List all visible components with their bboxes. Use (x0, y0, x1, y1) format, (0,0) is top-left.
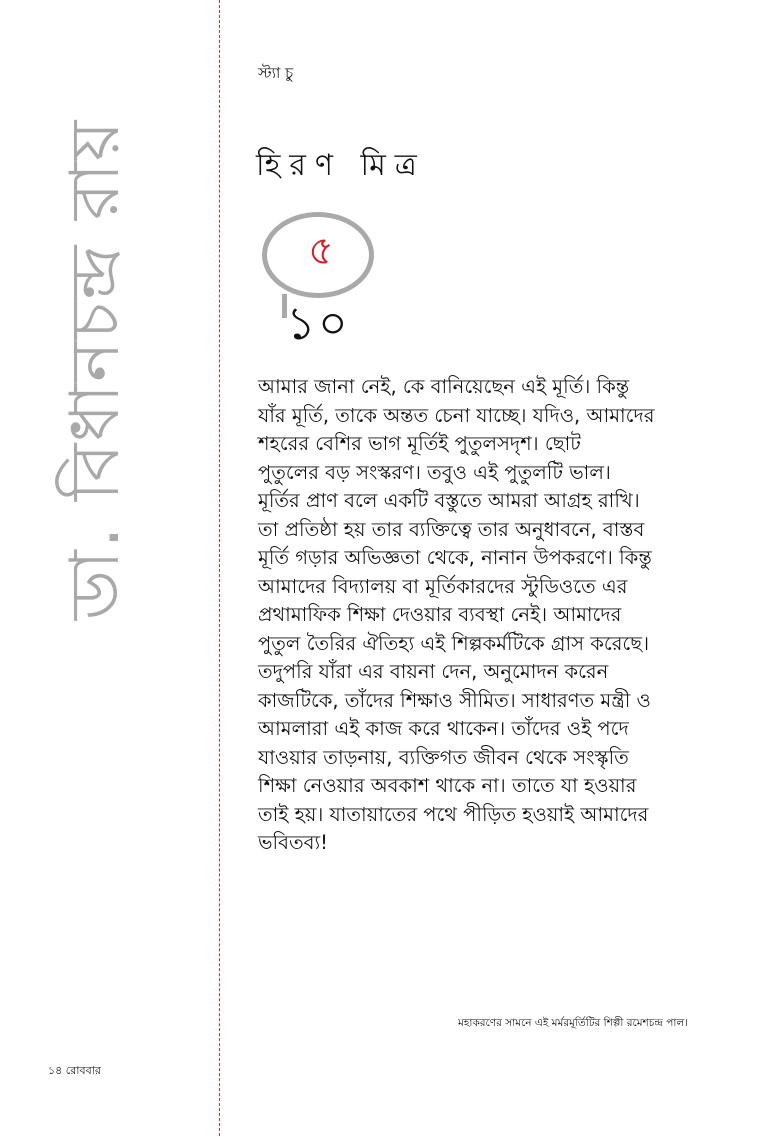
body-line: শহরের বেশির ভাগ মূর্তিই পুতুলসদৃশ। ছোট (258, 432, 581, 455)
series-current-number: ৫ (308, 228, 334, 274)
column-divider (219, 0, 220, 1136)
body-line: তা প্রতিষ্ঠা হয় তার ব্যক্তিত্বে তার অনুধাবনে, বাস্তব (258, 517, 645, 541)
series-total-number: ১০ (286, 296, 350, 350)
body-line: পুতুল তৈরির ঐতিহ্য এই শিল্পকর্মটিকে গ্রাস করেছে। (258, 631, 650, 655)
author-name: হিরণ মিত্র (256, 148, 426, 183)
body-line: আমার জানা নেই, কে বানিয়েছেন এই মূর্তি। কিন্তু (258, 375, 630, 398)
body-line: আমাদের বিদ্যালয় বা মূর্তিকারদের স্টুডিওতে এর (258, 574, 628, 598)
body-line: তাই হয়। যাতায়াতের পথে পীড়িত হওয়াই আমাদের (258, 802, 649, 826)
vertical-title: ডা. বিধানচন্দ্র রায় (56, 118, 135, 620)
body-line: তদুপরি যাঁরা এর বায়না দেন, অনুমোদন করেন (258, 660, 609, 683)
body-line: যাওয়ার তাড়নায়, ব্যক্তিগত জীবন থেকে সংস্কৃতি (258, 745, 629, 769)
body-line: যাঁর মূর্তি, তাকে অন্তত চেনা যাচ্ছে। যদিও, আমাদের (258, 403, 655, 427)
body-line: শিক্ষা নেওয়ার অবকাশ থাকে না। তাতে যা হওয়ার (258, 774, 637, 797)
body-line: আমলারা এই কাজ করে থাকেন। তাঁদের ওই পদে (258, 717, 629, 740)
series-number-badge (250, 198, 390, 348)
body-line: ভবিতব্য! (258, 831, 328, 854)
body-line: কাজটিকে, তাঁদের শিক্ষাও সীমিত। সাধারণত মন্ত্রী ও (258, 688, 651, 712)
body-line: প্রথামাফিক শিক্ষা দেওয়ার ব্যবস্থা নেই। আমাদের (258, 603, 622, 626)
page-folio: ১৪ রোববার (48, 1064, 101, 1077)
section-label: স্ট্যা চু (258, 64, 294, 82)
body-line: মূর্তির প্রাণ বলে একটি বস্তুতে আমরা আগ্রহ রাখি। (258, 489, 640, 512)
photo-caption: মহাকরণের সামনে এই মর্মরমূর্তিটির শিল্পী রমেশচন্দ্র পাল। (458, 1017, 688, 1029)
body-line: পুতুলের বড় সংস্করণ। তবুও এই পুতুলটি ভাল। (258, 460, 611, 484)
article-body (258, 373, 690, 858)
body-line: মূর্তি গড়ার অভিজ্ঞতা থেকে, নানান উপকরণে। কিন্তু (258, 546, 652, 569)
